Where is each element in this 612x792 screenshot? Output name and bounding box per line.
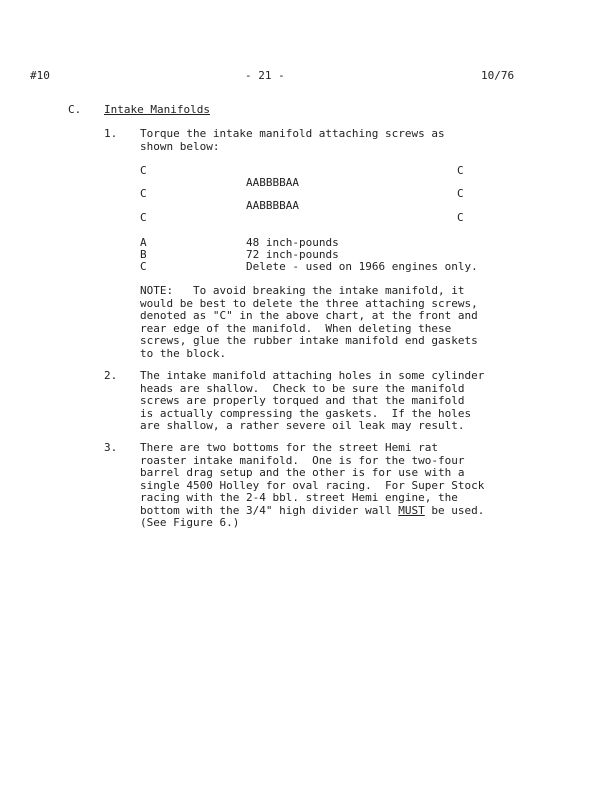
- note-text: [140, 285, 478, 360]
- legend-key-a: A: [140, 236, 147, 249]
- item-3-line: roaster intake manifold. One is for the two-four: [140, 453, 465, 467]
- item-1-text: [140, 128, 445, 153]
- item-1-line: shown below:: [140, 139, 220, 153]
- item-3-line-6-post: be used.: [424, 503, 485, 517]
- chart-c-right-3: C: [457, 211, 464, 224]
- section-letter: C.: [68, 103, 82, 116]
- chart-pattern-2: AABBBBAA: [246, 199, 299, 212]
- chart-c-right-1: C: [457, 164, 464, 177]
- item-3-number: 3.: [104, 441, 118, 454]
- item-2-line: heads are shallow. Check to be sure the manifold: [140, 381, 465, 395]
- item-1-number: 1.: [104, 127, 118, 140]
- legend-key-c: C: [140, 260, 147, 273]
- note-line: rear edge of the manifold. When deleting these: [140, 321, 452, 335]
- item-2-number: 2.: [104, 369, 118, 382]
- document-date: 10/76: [481, 69, 515, 82]
- note-line: would be best to delete the three attaching screws,: [140, 296, 478, 310]
- emphasis-must: MUST: [398, 503, 425, 517]
- item-3-line-6-pre: bottom with the 3/4" high divider wall: [140, 503, 399, 517]
- chart-c-left-3: C: [140, 211, 147, 224]
- document-number: #10: [30, 69, 50, 82]
- legend-value-b: 72 inch-pounds: [246, 248, 339, 261]
- chart-c-right-2: C: [457, 187, 464, 200]
- note-line: to the block.: [140, 346, 227, 360]
- legend-key-b: B: [140, 248, 147, 261]
- item-2-line: screws are properly torqued and that the manifold: [140, 394, 465, 407]
- section-title: Intake Manifolds: [104, 103, 210, 116]
- item-3-line: single 4500 Holley for oval racing. For Super Stock: [140, 478, 485, 492]
- legend-value-c: Delete - used on 1966 engines only.: [246, 260, 478, 273]
- item-2-line: is actually compressing the gaskets. If the holes: [140, 406, 472, 420]
- item-3-line: (See Figure 6.): [140, 516, 240, 529]
- note-line: denoted as "C" in the above chart, at the front and: [140, 309, 478, 322]
- note-line: NOTE: To avoid breaking the intake manifold, it: [140, 284, 465, 297]
- item-1-line: Torque the intake manifold attaching screws as: [140, 127, 445, 140]
- item-2-text: [140, 370, 484, 433]
- item-2-line: are shallow, a rather severe oil leak may result.: [140, 419, 465, 432]
- item-3-line: There are two bottoms for the street Hemi rat: [140, 441, 439, 454]
- page-number: - 21 -: [245, 69, 285, 82]
- chart-c-left-1: C: [140, 164, 147, 177]
- note-line: screws, glue the rubber intake manifold end gaskets: [140, 334, 478, 347]
- chart-c-left-2: C: [140, 187, 147, 200]
- item-3-line: racing with the 2-4 bbl. street Hemi engine, the: [140, 491, 458, 504]
- item-2-line: The intake manifold attaching holes in some cylinder: [140, 369, 485, 382]
- item-3-line: barrel drag setup and the other is for use with a: [140, 466, 465, 479]
- item-3-text: [140, 442, 484, 530]
- chart-pattern-1: AABBBBAA: [246, 176, 299, 189]
- legend-value-a: 48 inch-pounds: [246, 236, 339, 249]
